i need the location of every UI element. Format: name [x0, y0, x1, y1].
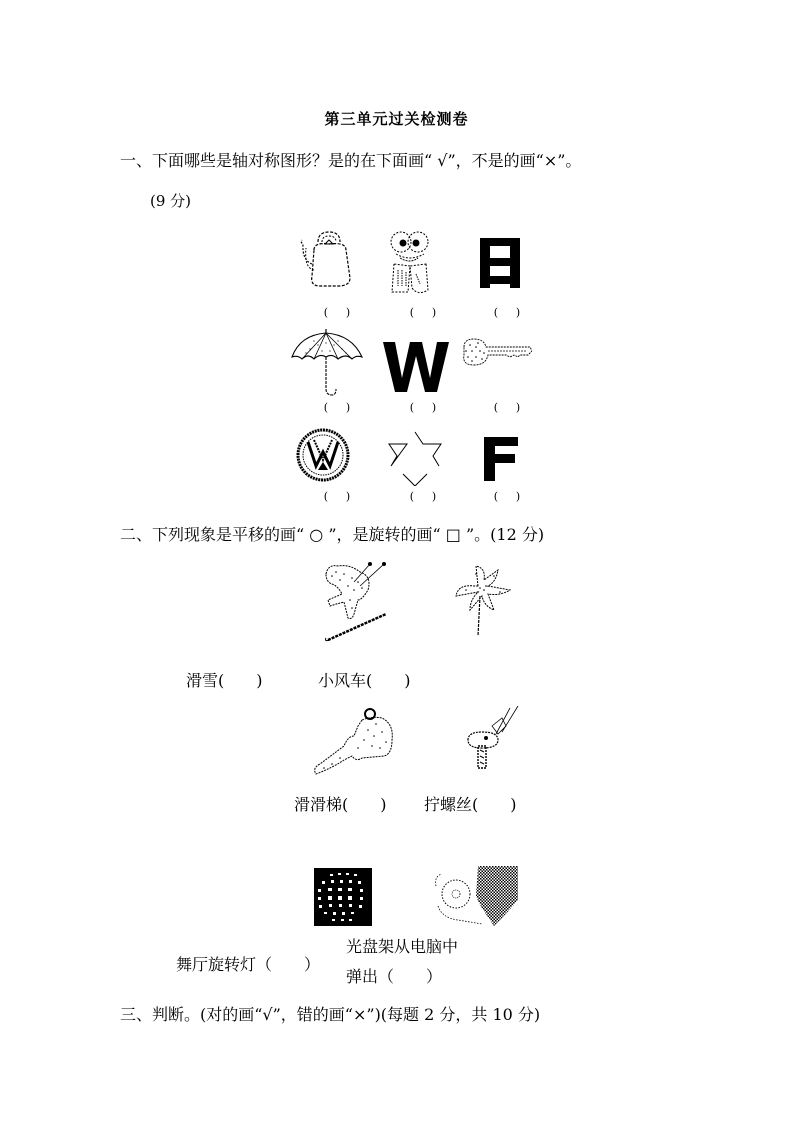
- item-cd-tray-label-line2: 弹出（ ）: [346, 967, 443, 986]
- answer-blank-star[interactable]: ( ): [409, 490, 437, 503]
- character-ri-icon: [478, 236, 522, 290]
- answer-blank-teapot[interactable]: ( ): [323, 306, 351, 319]
- answer-blank-vw[interactable]: ( ): [323, 490, 351, 503]
- slide-icon: [312, 706, 396, 778]
- answer-blank-w[interactable]: ( ): [409, 401, 437, 414]
- answer-blank-key[interactable]: ( ): [493, 401, 521, 414]
- item-pinwheel-label: 小风车( ): [318, 671, 411, 690]
- answer-blank-ri[interactable]: ( ): [493, 306, 521, 319]
- cd-tray-icon: [432, 866, 518, 928]
- skier-icon: [324, 560, 396, 642]
- answer-blank-f[interactable]: ( ): [493, 490, 521, 503]
- teapot-icon: [298, 228, 356, 292]
- frog-cartoon-icon: [388, 230, 432, 296]
- section2-heading: 二、下列现象是平移的画“ ○ ”，是旋转的画“ □ ”。(12 分): [120, 525, 545, 544]
- screw-icon: [466, 704, 520, 776]
- disco-ball-icon: [314, 868, 372, 926]
- section1-score: (9 分): [150, 192, 192, 210]
- key-icon: [460, 337, 532, 369]
- item-slide-label: 滑滑梯( ): [294, 795, 387, 814]
- umbrella-icon: [290, 327, 364, 397]
- item-disco-light-label: 舞厅旋转灯（ ）: [176, 955, 321, 974]
- item-screw-label: 拧螺丝( ): [424, 795, 517, 814]
- answer-blank-frog[interactable]: ( ): [409, 306, 437, 319]
- item-skiing-label: 滑雪( ): [186, 671, 263, 690]
- vw-logo-icon: [296, 428, 350, 482]
- letter-w-icon: [383, 340, 449, 394]
- document-title: 第三单元过关检测卷: [324, 110, 469, 128]
- letter-f-icon: [484, 437, 520, 481]
- pinwheel-icon: [454, 562, 514, 638]
- item-cd-tray-label-line1: 光盘架从电脑中: [346, 937, 459, 956]
- star-icon: [385, 430, 445, 486]
- section3-heading: 三、判断。(对的画“√”，错的画“×”)(每题 2 分，共 10 分): [120, 1005, 541, 1024]
- answer-blank-umbrella[interactable]: ( ): [323, 401, 351, 414]
- section1-heading: 一、下面哪些是轴对称图形？是的在下面画“ √”，不是的画“×”。: [120, 151, 582, 170]
